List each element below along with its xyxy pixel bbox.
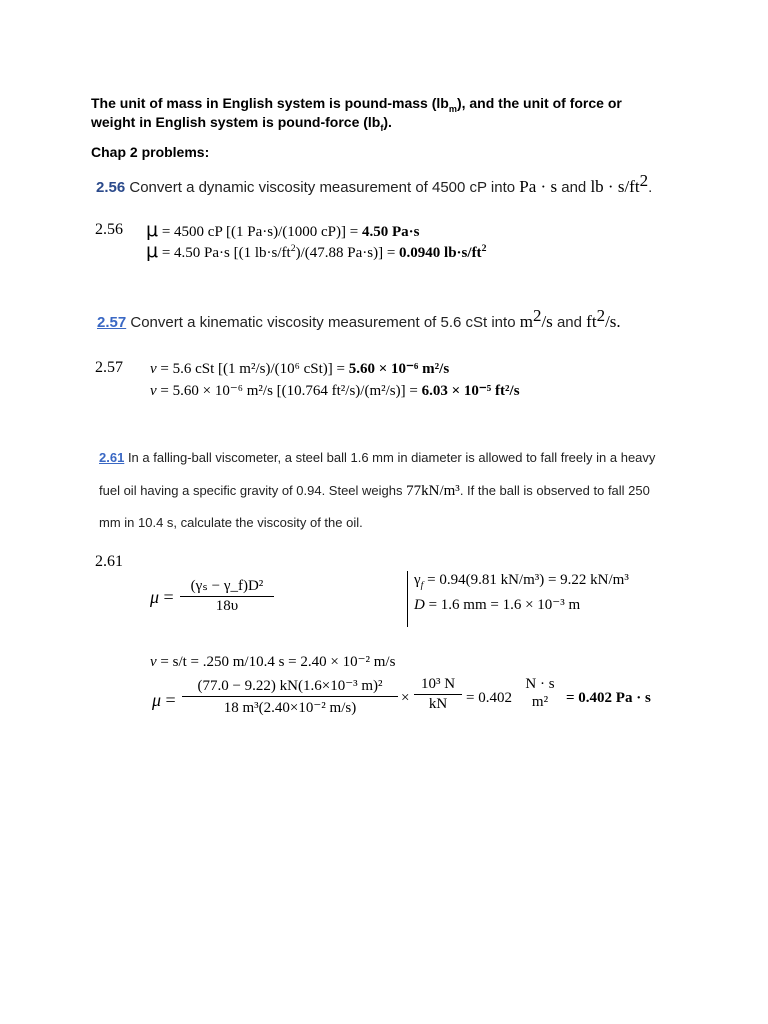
bracket-line (407, 571, 408, 627)
conversion-fraction (414, 676, 462, 713)
given-gamma-f: $\gamma_f = 0.94(9.81$ kN/m³) = 9.22 kN/m³ (414, 572, 629, 591)
chapter-heading: Chap 2 problems: (91, 144, 210, 160)
formula-fraction (180, 576, 274, 615)
mu-symbol: μ (146, 240, 159, 262)
conversion-numerator: 10³ N (420, 676, 456, 692)
solution-2-56-line-2: μ = 4.50 Pa·s [(1 $lb\cdot s/ft^2)/(47.88$ Pa·s)] = 0.0940 $lb\cdot s/ft^2$ (146, 240, 487, 262)
mu-symbol: μ (146, 219, 159, 241)
solution-label-2-57: 2.57 (95, 359, 123, 376)
problem-2-61-line-2: fuel oil having a specific gravity of 0.94. Steel weighs 77kN/m³. If the ball is observed to fall 250 (99, 483, 650, 499)
solution-2-57-line-1: v = 5.6 cSt [(1 m²/s)/(10⁶ cSt)] = 5.60 × 10⁻⁶ m²/s (150, 361, 450, 377)
formula-denominator: 18υ (215, 598, 239, 614)
result-unit-denominator: m² (531, 694, 549, 710)
solution-2-56-line-1: μ = 4500 cP [(1 Pa·s)/(1000 cP)] = 4.50 Pa·s (146, 219, 420, 241)
calc-mu-lhs: μ = (152, 690, 176, 710)
intro-line-1: The unit of mass in English system is pound-mass $(lb_m)$, and the unit of force or (91, 95, 622, 114)
conversion-denominator: kN (428, 696, 448, 712)
formula-numerator: (γₛ − γ_f)D² (190, 578, 264, 594)
solution-label-2-56: 2.56 (95, 221, 123, 238)
problem-number-link[interactable]: 2.61 (99, 450, 125, 465)
given-diameter: D = 1.6 mm = 1.6 × 10⁻³ m (414, 597, 581, 613)
problem-number: 2.56 (96, 179, 126, 196)
solution-label-2-61: 2.61 (95, 553, 123, 570)
result-unit-fraction (521, 676, 559, 711)
problem-2-61-line-1: 2.61 In a falling-ball viscometer, a steel ball 1.6 mm in diameter is allowed to fall freely in a heavy (99, 450, 656, 465)
velocity-line: v = s/t = .250 m/10.4 s = 2.40 × 10⁻² m/s (150, 654, 396, 670)
problem-number-link[interactable]: 2.57 (97, 314, 127, 331)
solution-2-57-line-2: v = 5.60 × 10⁻⁶ m²/s [(10.764 ft²/s)/(m²/s)] = 6.03 × 10⁻⁵ ft²/s (150, 383, 520, 399)
calc-fraction (182, 676, 398, 717)
problem-2-61-line-3: mm in 10.4 s, calculate the viscosity of the oil. (99, 515, 363, 530)
problem-2-57-statement: 2.57 Convert a kinematic viscosity measurement of 5.6 cSt into $m^2/s$ and $ft^2/s$. (97, 306, 621, 331)
calc-numerator: (77.0 − 9.22) kN(1.6×10⁻³ m)² (197, 678, 383, 694)
intro-line-2: weight in English system is pound-force $(lb_f)$. (91, 114, 392, 133)
problem-2-56-statement: 2.56 Convert a dynamic viscosity measurement of 4500 cP into Pa · s and lb · $s/ft^2$. (96, 171, 653, 196)
result-value: = 0.402 (466, 690, 512, 706)
calc-denominator: 18 m³(2.40×10⁻² m/s) (223, 700, 357, 716)
times-sign: × (401, 690, 410, 706)
result-unit-numerator: N · s (525, 676, 555, 692)
formula-mu-lhs: μ = (150, 587, 174, 607)
final-answer: = 0.402 Pa · s (566, 690, 651, 706)
